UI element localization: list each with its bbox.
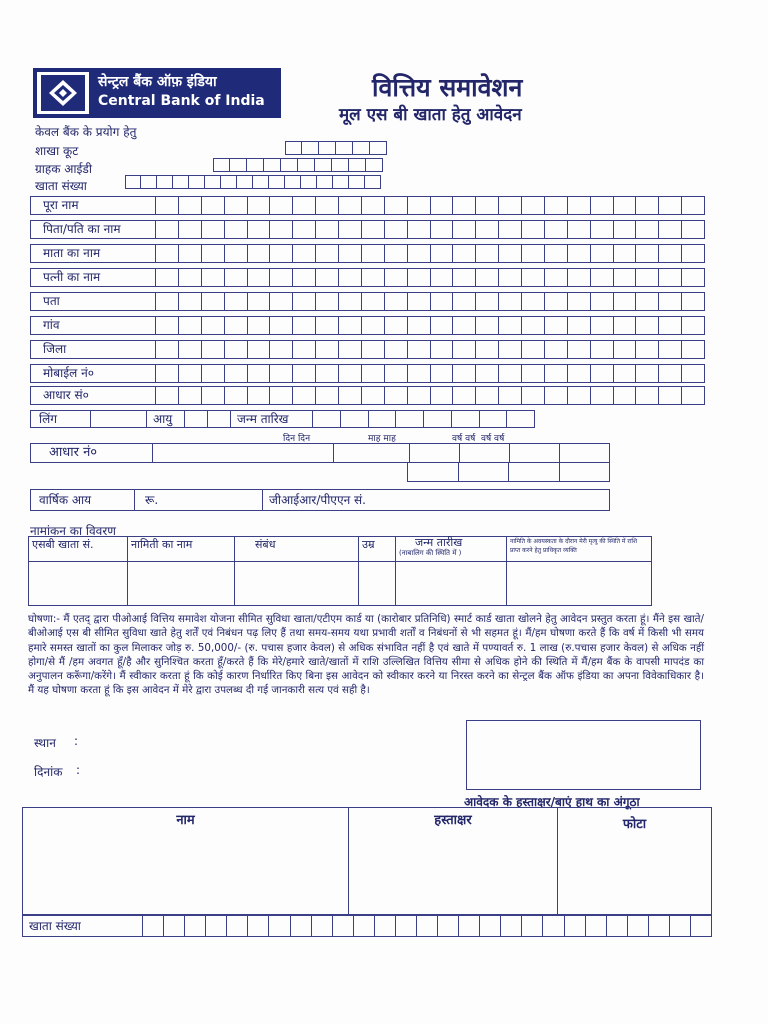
col-nominee-name: नामिती का नाम xyxy=(128,537,235,562)
district-input[interactable] xyxy=(156,341,704,358)
income-row xyxy=(30,489,610,511)
nomination-table xyxy=(28,536,652,606)
mobile-number-row xyxy=(30,364,705,383)
aadhaar-number-row xyxy=(30,443,610,463)
wife-name-row xyxy=(30,268,705,287)
mother-name-label: माता का नाम xyxy=(31,245,156,262)
bank-logo-icon xyxy=(37,72,89,114)
bottom-account-boxes[interactable] xyxy=(143,916,711,936)
district-label: जिला xyxy=(31,341,156,358)
form-title: वित्तिय समावेशन xyxy=(372,73,523,102)
branch-code-label: शाखा कूट xyxy=(35,144,79,158)
bottom-account-label: खाता संख्या xyxy=(23,916,143,936)
gender-age-dob-row xyxy=(30,410,535,428)
village-label: गांव xyxy=(31,317,156,334)
col-authorized-person: नामिति के अवयस्कता के दौरान मेरी मृत्यु की स्थिति में राशि प्राप्त करने हेतु प्राधिकृत व्यक्ति xyxy=(507,537,652,562)
nomination-heading: नामांकन का विवरण xyxy=(30,524,116,538)
col-relation: संबंध xyxy=(235,537,359,562)
dob-day-caption: दिन दिन xyxy=(283,434,311,444)
age-label: आयु xyxy=(147,411,185,427)
bottom-signature-cell[interactable] xyxy=(349,808,558,914)
bottom-table xyxy=(22,807,712,915)
gender-label: लिंग xyxy=(31,411,91,427)
aadhaar-input-3[interactable] xyxy=(410,444,609,462)
nomination-entry-row[interactable] xyxy=(29,562,652,606)
place-label: स्थान xyxy=(34,736,56,750)
aadhaar-field-label: आधार सं० xyxy=(31,387,156,404)
gir-pan-field[interactable]: जीआईआर/पीएएन सं. xyxy=(269,493,366,507)
bottom-photo-cell[interactable] xyxy=(558,808,711,914)
date-colon: : xyxy=(76,763,81,777)
age-box-1[interactable] xyxy=(185,411,208,427)
customer-id-boxes[interactable] xyxy=(213,158,383,172)
aadhaar-field-input[interactable] xyxy=(156,387,704,404)
mother-name-input[interactable] xyxy=(156,245,704,262)
father-husband-name-input[interactable] xyxy=(156,221,704,238)
account-number-label: खाता संख्या xyxy=(35,179,87,193)
father-husband-name-row xyxy=(30,220,705,239)
full-name-label: पूरा नाम xyxy=(31,197,156,214)
place-colon: : xyxy=(74,734,79,748)
wife-name-input[interactable] xyxy=(156,269,704,286)
declaration-text: घोषणा:- मैं एतद् द्वारा पीओआई वित्तिय समावेश योजना सीमित सुविधा खाता/एटीएम कार्ड या (कारोबार प्रतिनिधि) स्मार्ट कार्ड खाता खोलने हेतु आवेदन प्रस्तुत करता हूं। मैंने इस खाते/बीओआई एस बी सीमित सुविधा खाते हेतु शर्तें एवं निबंधन पढ़ लिए हैं तथा समय-समय यथा प्रभावी शर्तों व निबंधनों से भी सहमत हूं। मैं/हम घोषणा करते हैं कि वर्ष में किसी भी समय हमारे समस्त खातों का कुल मिलाकर जोड़ रु. 50,000/- (रु. पचास हजार केवल) से अधिक संभावित नहीं है एवं खाते में पण्यावर्त रु. 1 लाख (रु.पचास हजार केवल) से अधिक नहीं होगा/से मैं /हम अवगत हूँ/है और सुनिश्चित करता हूँ/करते हैं कि मेरे/हमारे खाते/खातों में राशि उल्लिखित वित्तिय सीमा से अधिक होने की स्थिति में मैं/हम बैंक के वापसी मापदंड का अनुपालन करूँगा/करेंगे। मैं स्वीकार करता हूं कि कोई कारण निर्धारित किए बिना इस आवेदन को स्वीकार करने या निरस्त करने का सेन्ट्रल बैंक ऑफ इंडिया का अपना विवेकाधिकार है। मैं यह घोषणा करता हूं कि इस आवेदन में मेरे द्वारा उपलब्ध दी गई जानकारी सत्य एवं सही है। xyxy=(28,613,704,697)
mobile-number-label: मोबाईल नं० xyxy=(31,365,156,382)
gender-box[interactable] xyxy=(91,411,147,427)
father-husband-name-label: पिता/पति का नाम xyxy=(31,221,156,238)
mother-name-row xyxy=(30,244,705,263)
age-box-2[interactable] xyxy=(208,411,231,427)
bottom-name-label: नाम xyxy=(176,813,195,828)
branch-code-boxes[interactable] xyxy=(285,141,387,155)
mobile-number-input[interactable] xyxy=(156,365,704,382)
signature-box[interactable] xyxy=(466,720,701,790)
wife-name-label: पत्नी का नाम xyxy=(31,269,156,286)
aadhaar-number-label: आधार नं० xyxy=(31,444,153,462)
bank-name-hindi: सेन्ट्रल बैंक ऑफ़ इंडिया xyxy=(98,74,217,90)
income-rs-field[interactable]: रू. xyxy=(135,490,263,510)
district-row xyxy=(30,340,705,359)
full-name-input[interactable] xyxy=(156,197,704,214)
bottom-account-row xyxy=(22,915,712,937)
signature-caption: आवेदक के हस्ताक्षर/बाएं हाथ का अंगूठा xyxy=(464,795,640,809)
aadhaar-input-2[interactable] xyxy=(334,444,410,462)
village-row xyxy=(30,316,705,335)
bottom-name-cell[interactable] xyxy=(23,808,349,914)
bottom-signature-label: हस्ताक्षर xyxy=(434,813,472,828)
village-input[interactable] xyxy=(156,317,704,334)
dob-month-caption: माह माह xyxy=(368,434,396,444)
bottom-photo-label: फोटा xyxy=(622,817,647,832)
col-age: उम्र xyxy=(359,537,396,562)
annual-income-label: वार्षिक आय xyxy=(31,490,135,510)
account-number-boxes[interactable] xyxy=(125,175,381,189)
aadhaar-extra-boxes[interactable] xyxy=(407,462,610,482)
aadhaar-input-1[interactable] xyxy=(153,444,334,462)
date-label: दिनांक xyxy=(34,765,63,779)
address-input[interactable] xyxy=(156,293,704,310)
col-dob: जन्म तारीख xyxy=(415,536,463,549)
full-name-row xyxy=(30,196,705,215)
address-row xyxy=(30,292,705,311)
dob-boxes[interactable] xyxy=(313,411,534,427)
dob-year-caption: वर्ष वर्ष वर्ष वर्ष xyxy=(452,434,505,444)
col-dob-minor: (नाबालिग की स्थिति में ) xyxy=(399,549,462,557)
aadhaar-field-row xyxy=(30,386,705,405)
office-use-heading: केवल बैंक के प्रयोग हेतु xyxy=(35,125,137,139)
col-sb-account: एसबी खाता सं. xyxy=(29,537,128,562)
form-subtitle: मूल एस बी खाता हेतु आवेदन xyxy=(339,105,522,125)
dob-label: जन्म तारिख xyxy=(231,411,313,427)
customer-id-label: ग्राहक आईडी xyxy=(35,162,92,176)
address-label: पता xyxy=(31,293,156,310)
bank-name-english: Central Bank of India xyxy=(98,93,265,109)
